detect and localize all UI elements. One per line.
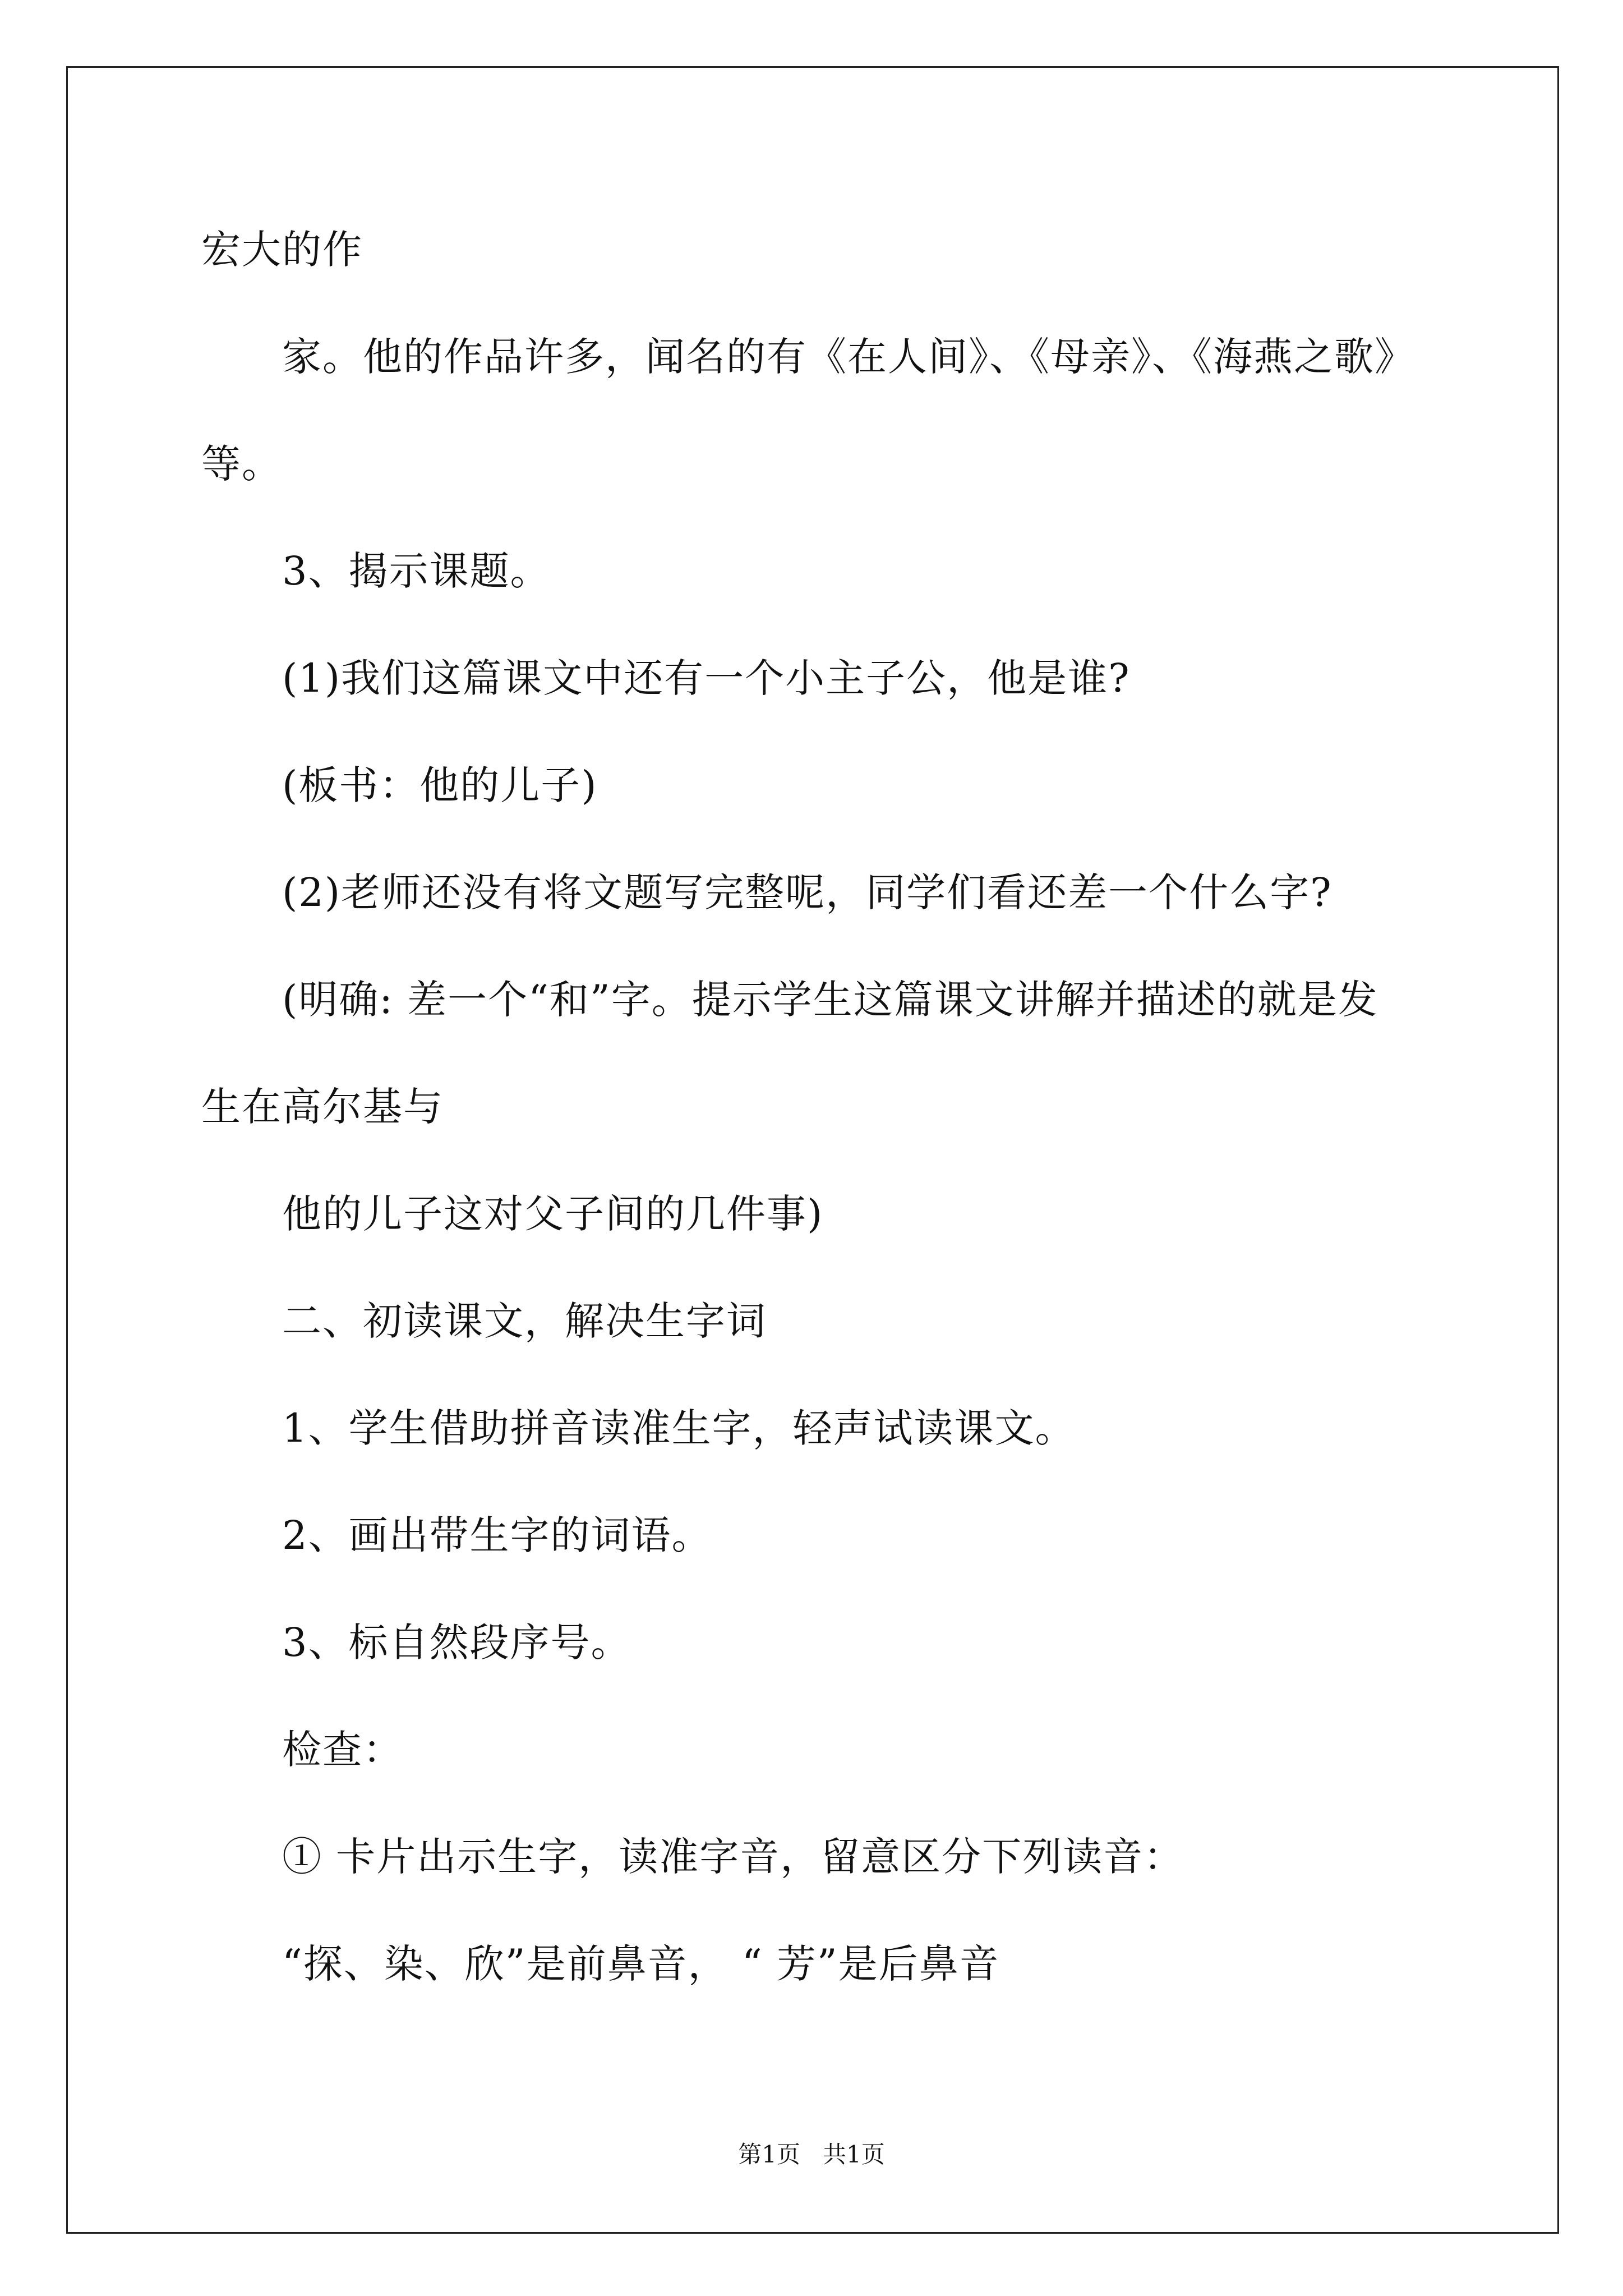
text-line: 2、画出带生字的词语。	[282, 1512, 712, 1558]
text-line: ① 卡片出示生字，读准字音，留意区分下列读音：	[282, 1834, 1184, 1880]
section-heading: 二、初读课文，解决生字词	[282, 1298, 767, 1344]
text-line: 家。他的作品许多，闻名的有《在人间》、《母亲》、《海燕之歌》	[282, 334, 1415, 380]
text-line: “探、染、欣”是前鼻音， “ 芳”是后鼻音	[282, 1941, 1000, 1987]
text-line: 宏大的作	[201, 227, 363, 273]
text-line: (2)老师还没有将文题写完整呢，同学们看还差一个什么字?	[282, 869, 1332, 915]
text-line: 他的儿子这对父子间的几件事)	[282, 1191, 824, 1237]
page-footer: 第1页 共1页	[738, 2141, 885, 2168]
text-line: 等。	[201, 441, 282, 487]
text-line: (板书：他的儿子)	[282, 762, 598, 808]
text-line: (1)我们这篇课文中还有一个小主子公，他是谁?	[282, 655, 1131, 701]
section-heading: 3、揭示课题。	[282, 548, 551, 594]
text-line: (明确: 差一个“和”字。提示学生这篇课文讲解并描述的就是发	[282, 977, 1378, 1023]
text-line: 1、学生借助拼音读准生字，轻声试读课文。	[282, 1405, 1076, 1451]
text-line: 检查：	[282, 1727, 403, 1773]
text-line: 生在高尔基与	[201, 1084, 444, 1130]
document-body	[0, 196, 1623, 2018]
text-line: 3、标自然段序号。	[282, 1619, 631, 1665]
